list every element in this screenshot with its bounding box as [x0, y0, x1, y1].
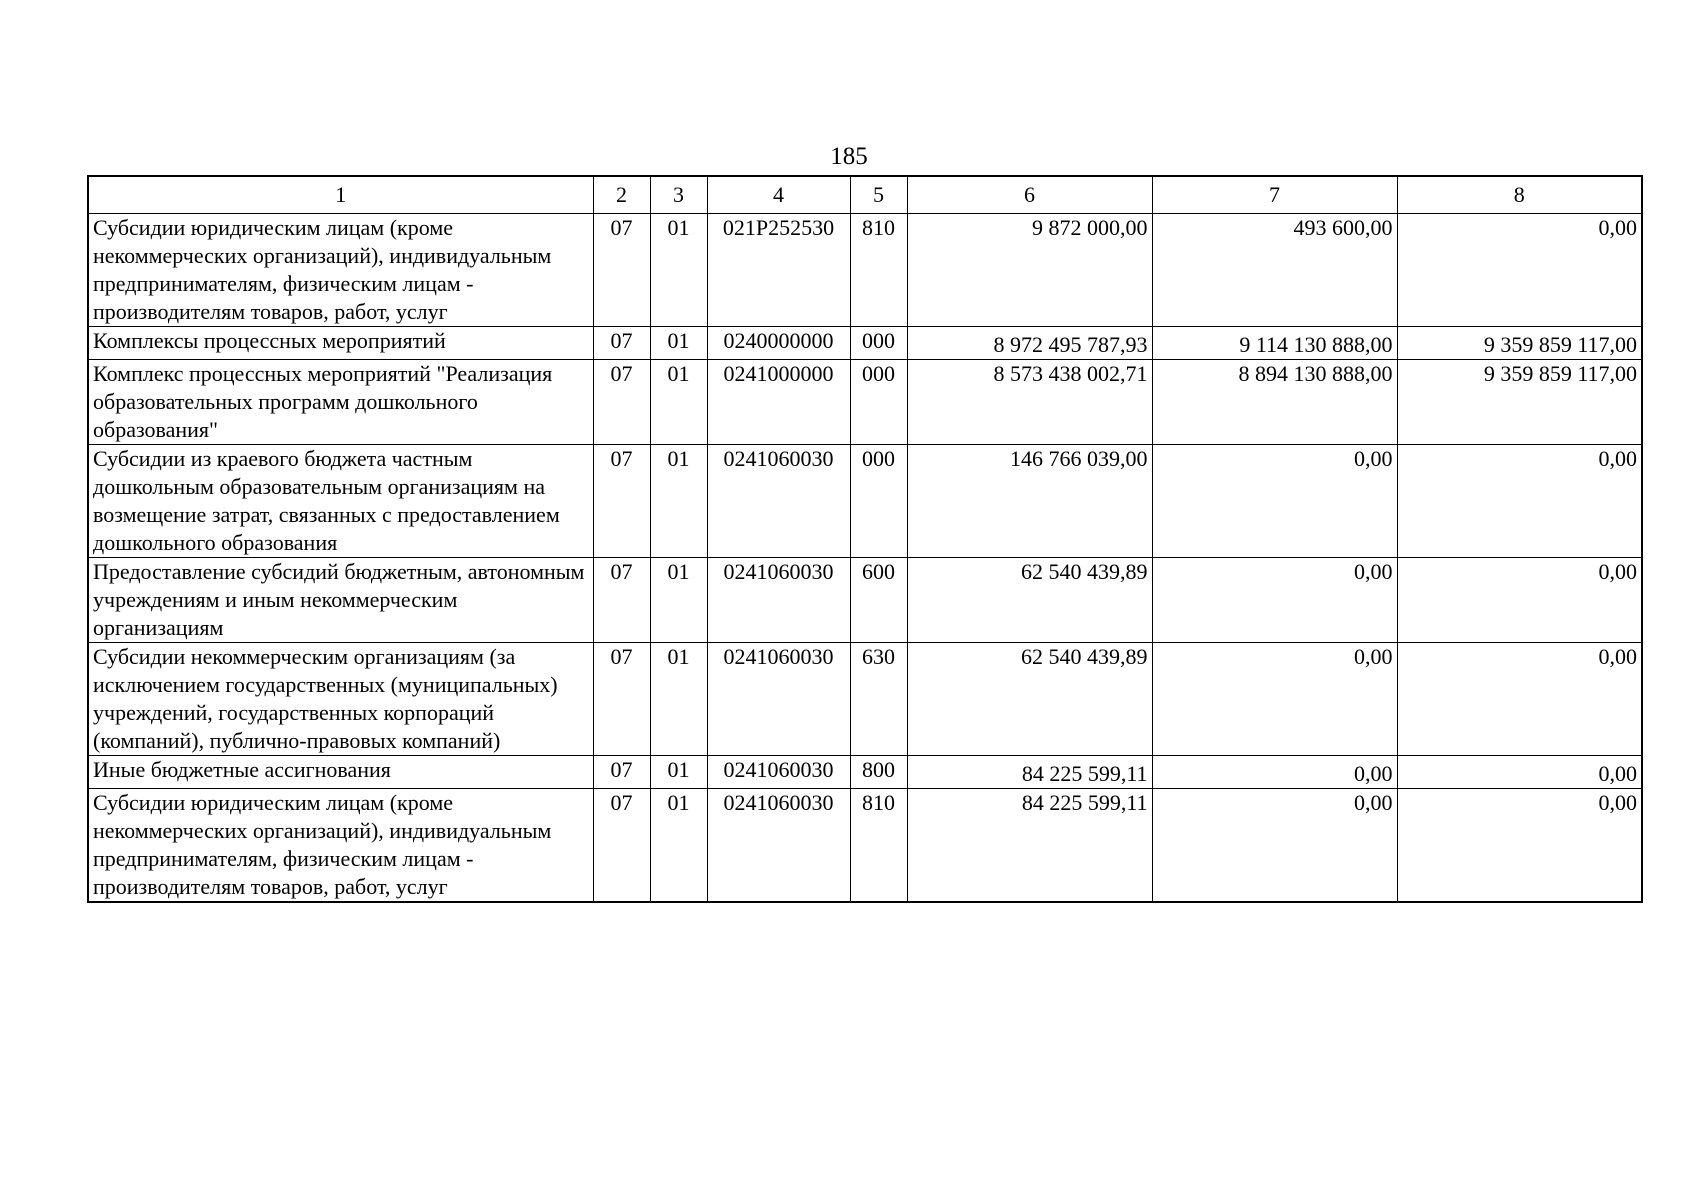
amount-col6: 9 872 000,00: [907, 214, 1152, 327]
section-code: 07: [593, 445, 650, 558]
row-name: Иные бюджетные ассигнования: [88, 756, 593, 789]
subsection-code: 01: [650, 558, 707, 643]
column-header: 5: [850, 176, 907, 214]
amount-col7: 8 894 130 888,00: [1152, 360, 1397, 445]
table-row: [88, 643, 1642, 756]
expense-type-code: 810: [850, 214, 907, 327]
page-number: 185: [830, 143, 868, 170]
row-name: Комплекс процессных мероприятий "Реализация образовательных программ дошкольного образования": [88, 360, 593, 445]
section-code: 07: [593, 789, 650, 903]
column-header: 7: [1152, 176, 1397, 214]
subsection-code: 01: [650, 789, 707, 903]
section-code: 07: [593, 756, 650, 789]
subsection-code: 01: [650, 643, 707, 756]
amount-col8: 0,00: [1397, 214, 1642, 327]
amount-col8: 9 359 859 117,00: [1397, 327, 1642, 360]
amount-col8: 0,00: [1397, 643, 1642, 756]
amount-col8: 0,00: [1397, 445, 1642, 558]
subsection-code: 01: [650, 756, 707, 789]
amount-col7: 0,00: [1152, 756, 1397, 789]
amount-col8: 0,00: [1397, 756, 1642, 789]
target-article-code: 0241060030: [707, 756, 850, 789]
section-code: 07: [593, 360, 650, 445]
amount-col6: 62 540 439,89: [907, 558, 1152, 643]
section-code: 07: [593, 214, 650, 327]
amount-col7: 0,00: [1152, 558, 1397, 643]
subsection-code: 01: [650, 214, 707, 327]
amount-col6: 8 573 438 002,71: [907, 360, 1152, 445]
column-header: 3: [650, 176, 707, 214]
budget-table: [87, 175, 1643, 903]
header-row: [88, 176, 1642, 214]
amount-col8: 9 359 859 117,00: [1397, 360, 1642, 445]
target-article-code: 0241000000: [707, 360, 850, 445]
section-code: 07: [593, 327, 650, 360]
table-row: [88, 360, 1642, 445]
expense-type-code: 600: [850, 558, 907, 643]
target-article-code: 0241060030: [707, 445, 850, 558]
amount-col8: 0,00: [1397, 558, 1642, 643]
target-article-code: 0241060030: [707, 558, 850, 643]
amount-col6: 62 540 439,89: [907, 643, 1152, 756]
target-article-code: 021P252530: [707, 214, 850, 327]
amount-col7: 493 600,00: [1152, 214, 1397, 327]
amount-col6: 8 972 495 787,93: [907, 327, 1152, 360]
column-header: 4: [707, 176, 850, 214]
expense-type-code: 000: [850, 360, 907, 445]
amount-col7: 0,00: [1152, 643, 1397, 756]
row-name: Комплексы процессных мероприятий: [88, 327, 593, 360]
expense-type-code: 810: [850, 789, 907, 903]
expense-type-code: 800: [850, 756, 907, 789]
amount-col7: 9 114 130 888,00: [1152, 327, 1397, 360]
column-header: 8: [1397, 176, 1642, 214]
row-name: Субсидии некоммерческим организациям (за исключением государственных (муниципальных) учреждений, государственных корпораций (компаний), публично-правовых компаний): [88, 643, 593, 756]
row-name: Предоставление субсидий бюджетным, автономным учреждениям и иным некоммерческим организациям: [88, 558, 593, 643]
table-row: [88, 327, 1642, 360]
row-name: Субсидии юридическим лицам (кроме некоммерческих организаций), индивидуальным предпринимателям, физическим лицам - производителям товаров, работ, услуг: [88, 789, 593, 903]
expense-type-code: 630: [850, 643, 907, 756]
column-header: 2: [593, 176, 650, 214]
table-row: [88, 789, 1642, 903]
amount-col8: 0,00: [1397, 789, 1642, 903]
column-header: 1: [88, 176, 593, 214]
expense-type-code: 000: [850, 445, 907, 558]
section-code: 07: [593, 643, 650, 756]
column-header: 6: [907, 176, 1152, 214]
section-code: 07: [593, 558, 650, 643]
table-row: [88, 558, 1642, 643]
table-row: [88, 214, 1642, 327]
table-row: [88, 756, 1642, 789]
subsection-code: 01: [650, 445, 707, 558]
row-name: Субсидии юридическим лицам (кроме некоммерческих организаций), индивидуальным предпринимателям, физическим лицам - производителям товаров, работ, услуг: [88, 214, 593, 327]
row-name: Субсидии из краевого бюджета частным дошкольным образовательным организациям на возмещение затрат, связанных с предоставлением дошкольного образования: [88, 445, 593, 558]
table-row: [88, 445, 1642, 558]
amount-col6: 84 225 599,11: [907, 756, 1152, 789]
target-article-code: 0240000000: [707, 327, 850, 360]
subsection-code: 01: [650, 327, 707, 360]
amount-col7: 0,00: [1152, 445, 1397, 558]
amount-col6: 146 766 039,00: [907, 445, 1152, 558]
amount-col7: 0,00: [1152, 789, 1397, 903]
subsection-code: 01: [650, 360, 707, 445]
target-article-code: 0241060030: [707, 643, 850, 756]
target-article-code: 0241060030: [707, 789, 850, 903]
amount-col6: 84 225 599,11: [907, 789, 1152, 903]
expense-type-code: 000: [850, 327, 907, 360]
